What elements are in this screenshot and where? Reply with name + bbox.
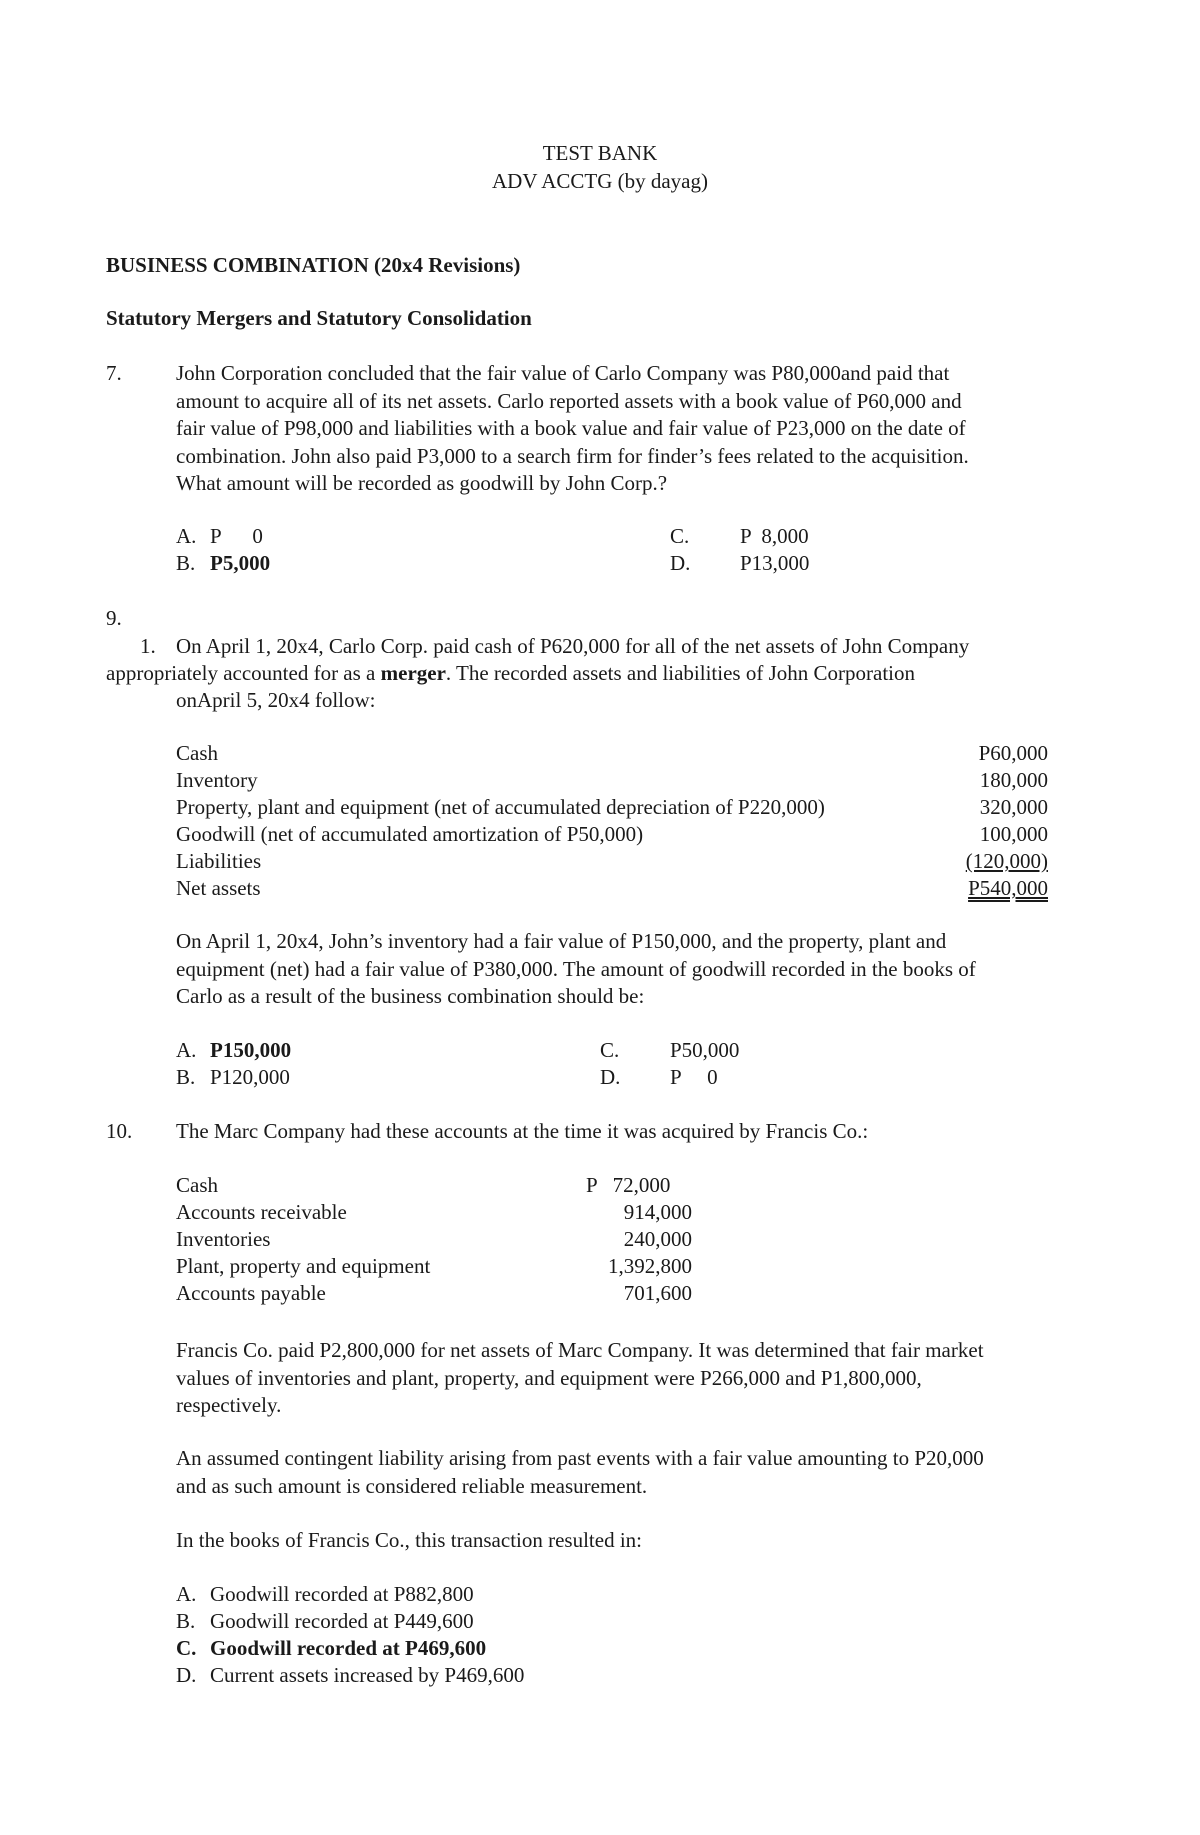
row-amount: P540,000 bbox=[968, 876, 1048, 900]
row-label: Liabilities bbox=[176, 849, 262, 873]
q9-line-3: onApril 5, 20x4 follow: bbox=[176, 688, 376, 712]
row-amount: P60,000 bbox=[978, 741, 1048, 765]
row-label: Inventory bbox=[176, 768, 258, 792]
q10-p2-line: An assumed contingent liability arising from past events with a fair value amounting to P20,000 bbox=[176, 1446, 984, 1470]
q9-after-line: On April 1, 20x4, John’s inventory had a fair value of P150,000, and the property, plant and bbox=[176, 929, 947, 953]
q10-p1-line: Francis Co. paid P2,800,000 for net assets of Marc Company. It was determined that fair market bbox=[176, 1338, 984, 1362]
option-label: C. bbox=[670, 524, 690, 548]
row-label: Accounts receivable bbox=[176, 1200, 347, 1224]
option-value: P 8,000 bbox=[740, 524, 809, 548]
table-row bbox=[176, 740, 1048, 767]
q7-option-c bbox=[670, 523, 809, 551]
table-row bbox=[176, 1172, 696, 1199]
option-label: B. bbox=[176, 1609, 196, 1633]
option-label: B. bbox=[176, 1065, 196, 1089]
option-label: B. bbox=[176, 551, 196, 575]
q9-number: 9. bbox=[106, 606, 122, 630]
table-row bbox=[176, 1253, 696, 1280]
option-label: A. bbox=[176, 524, 197, 548]
q9-option-d bbox=[600, 1064, 718, 1092]
q10-number: 10. bbox=[106, 1119, 133, 1143]
option-value: P50,000 bbox=[670, 1038, 740, 1062]
row-amount: 320,000 bbox=[979, 795, 1048, 819]
q10-p2-line: and as such amount is considered reliable measurement. bbox=[176, 1473, 648, 1498]
option-label: D. bbox=[670, 551, 691, 575]
doc-subtitle: ADV ACCTG (by dayag) bbox=[491, 169, 708, 193]
q10-p1-line: values of inventories and plant, property, and equipment were P266,000 and P1,800,000, bbox=[176, 1365, 922, 1390]
row-amount-value: 1,392,800 bbox=[608, 1254, 692, 1278]
row-amount-value: 701,600 bbox=[623, 1281, 692, 1305]
q10-p1-line: respectively. bbox=[176, 1393, 282, 1417]
q10-option-d bbox=[176, 1662, 524, 1690]
row-label: Cash bbox=[176, 1173, 218, 1197]
option-value: P13,000 bbox=[740, 551, 810, 575]
q10-option-a bbox=[176, 1581, 474, 1609]
row-label: Cash bbox=[176, 741, 218, 765]
q7-line: fair value of P98,000 and liabilities with a book value and fair value of P23,000 on the date of bbox=[176, 416, 966, 440]
row-label: Net assets bbox=[176, 876, 261, 900]
option-label: A. bbox=[176, 1582, 197, 1606]
option-label: A. bbox=[176, 1038, 197, 1062]
table-row bbox=[176, 1226, 696, 1253]
row-amount bbox=[586, 1280, 872, 1308]
row-amount: 180,000 bbox=[979, 768, 1048, 792]
table-row bbox=[176, 767, 1048, 794]
row-amount-value: 914,000 bbox=[623, 1200, 692, 1224]
section-title: BUSINESS COMBINATION (20x4 Revisions) bbox=[106, 253, 521, 277]
table-row bbox=[176, 821, 1048, 848]
option-value: P5,000 bbox=[210, 551, 271, 575]
q9-line-2-pre: appropriately accounted for as a bbox=[106, 661, 381, 685]
q7-option-d bbox=[670, 550, 809, 578]
q9-option-b bbox=[176, 1064, 290, 1092]
row-amount: 100,000 bbox=[979, 822, 1048, 846]
q7-line: amount to acquire all of its net assets. Carlo reported assets with a book value of P60,000 and bbox=[176, 388, 962, 413]
row-label: Inventories bbox=[176, 1227, 271, 1251]
row-amount bbox=[586, 1253, 872, 1281]
q7-option-b-answer bbox=[176, 550, 270, 578]
q9-line-2-post: . The recorded assets and liabilities of John Corporation bbox=[445, 661, 915, 685]
option-label: C. bbox=[176, 1636, 197, 1660]
q9-option-c bbox=[600, 1037, 739, 1065]
q10-intro: The Marc Company had these accounts at the time it was acquired by Francis Co.: bbox=[176, 1119, 869, 1143]
q7-line: What amount will be recorded as goodwill by John Corp.? bbox=[176, 471, 668, 495]
table-row bbox=[176, 848, 1048, 875]
row-label: Plant, property and equipment bbox=[176, 1254, 431, 1278]
option-value: Current assets increased by P469,600 bbox=[210, 1663, 525, 1687]
q7-option-a bbox=[176, 523, 263, 551]
q9-after-line: Carlo as a result of the business combination should be: bbox=[176, 984, 645, 1008]
row-label: Property, plant and equipment (net of accumulated depreciation of P220,000) bbox=[176, 795, 825, 819]
table-row bbox=[176, 794, 1048, 821]
option-value: Goodwill recorded at P882,800 bbox=[210, 1582, 474, 1606]
q7-text bbox=[176, 360, 1096, 498]
q9-after-line: equipment (net) had a fair value of P380,000. The amount of goodwill recorded in the books of bbox=[176, 956, 976, 981]
q9-line-2-bold: merger bbox=[380, 661, 446, 685]
option-label: D. bbox=[176, 1663, 197, 1687]
option-value: Goodwill recorded at P449,600 bbox=[210, 1609, 474, 1633]
q10-option-b bbox=[176, 1608, 474, 1636]
q9-option-a-answer bbox=[176, 1037, 291, 1065]
table-row bbox=[176, 1199, 696, 1226]
subsection-title: Statutory Mergers and Statutory Consolidation bbox=[106, 306, 532, 330]
option-value: Goodwill recorded at P469,600 bbox=[210, 1636, 487, 1660]
row-label: Goodwill (net of accumulated amortization of P50,000) bbox=[176, 822, 644, 846]
q9-after-text bbox=[176, 928, 1096, 1011]
option-label: D. bbox=[600, 1065, 621, 1089]
q9-sub-number: 1. bbox=[140, 634, 156, 658]
q9-line-2 bbox=[106, 660, 915, 688]
option-value: P 0 bbox=[210, 524, 263, 548]
q9-line-1: On April 1, 20x4, Carlo Corp. paid cash of P620,000 for all of the net assets of John Company bbox=[176, 634, 970, 658]
row-label: Accounts payable bbox=[176, 1281, 326, 1305]
q7-line: John Corporation concluded that the fair value of Carlo Company was P80,000and paid that bbox=[176, 361, 950, 385]
option-value: P120,000 bbox=[210, 1065, 290, 1089]
row-amount-value: P 72,000 bbox=[586, 1173, 671, 1197]
q10-paragraph-1 bbox=[176, 1337, 1096, 1420]
row-amount bbox=[586, 1172, 872, 1200]
row-amount-value: 240,000 bbox=[623, 1227, 692, 1251]
doc-title: TEST BANK bbox=[542, 141, 658, 165]
q10-paragraph-3: In the books of Francis Co., this transaction resulted in: bbox=[176, 1528, 643, 1552]
table-row bbox=[176, 1280, 696, 1307]
table-row bbox=[176, 875, 1048, 902]
q10-paragraph-2 bbox=[176, 1445, 1096, 1500]
q10-option-c-answer bbox=[176, 1635, 486, 1663]
q7-number: 7. bbox=[106, 361, 122, 385]
option-value: P150,000 bbox=[210, 1038, 292, 1062]
row-amount bbox=[586, 1226, 872, 1254]
row-amount: (120,000) bbox=[965, 849, 1048, 873]
option-value: P 0 bbox=[670, 1065, 718, 1089]
option-label: C. bbox=[600, 1038, 620, 1062]
q7-line: combination. John also paid P3,000 to a search firm for finder’s fees related to the acquisition. bbox=[176, 443, 969, 468]
row-amount bbox=[586, 1199, 872, 1227]
